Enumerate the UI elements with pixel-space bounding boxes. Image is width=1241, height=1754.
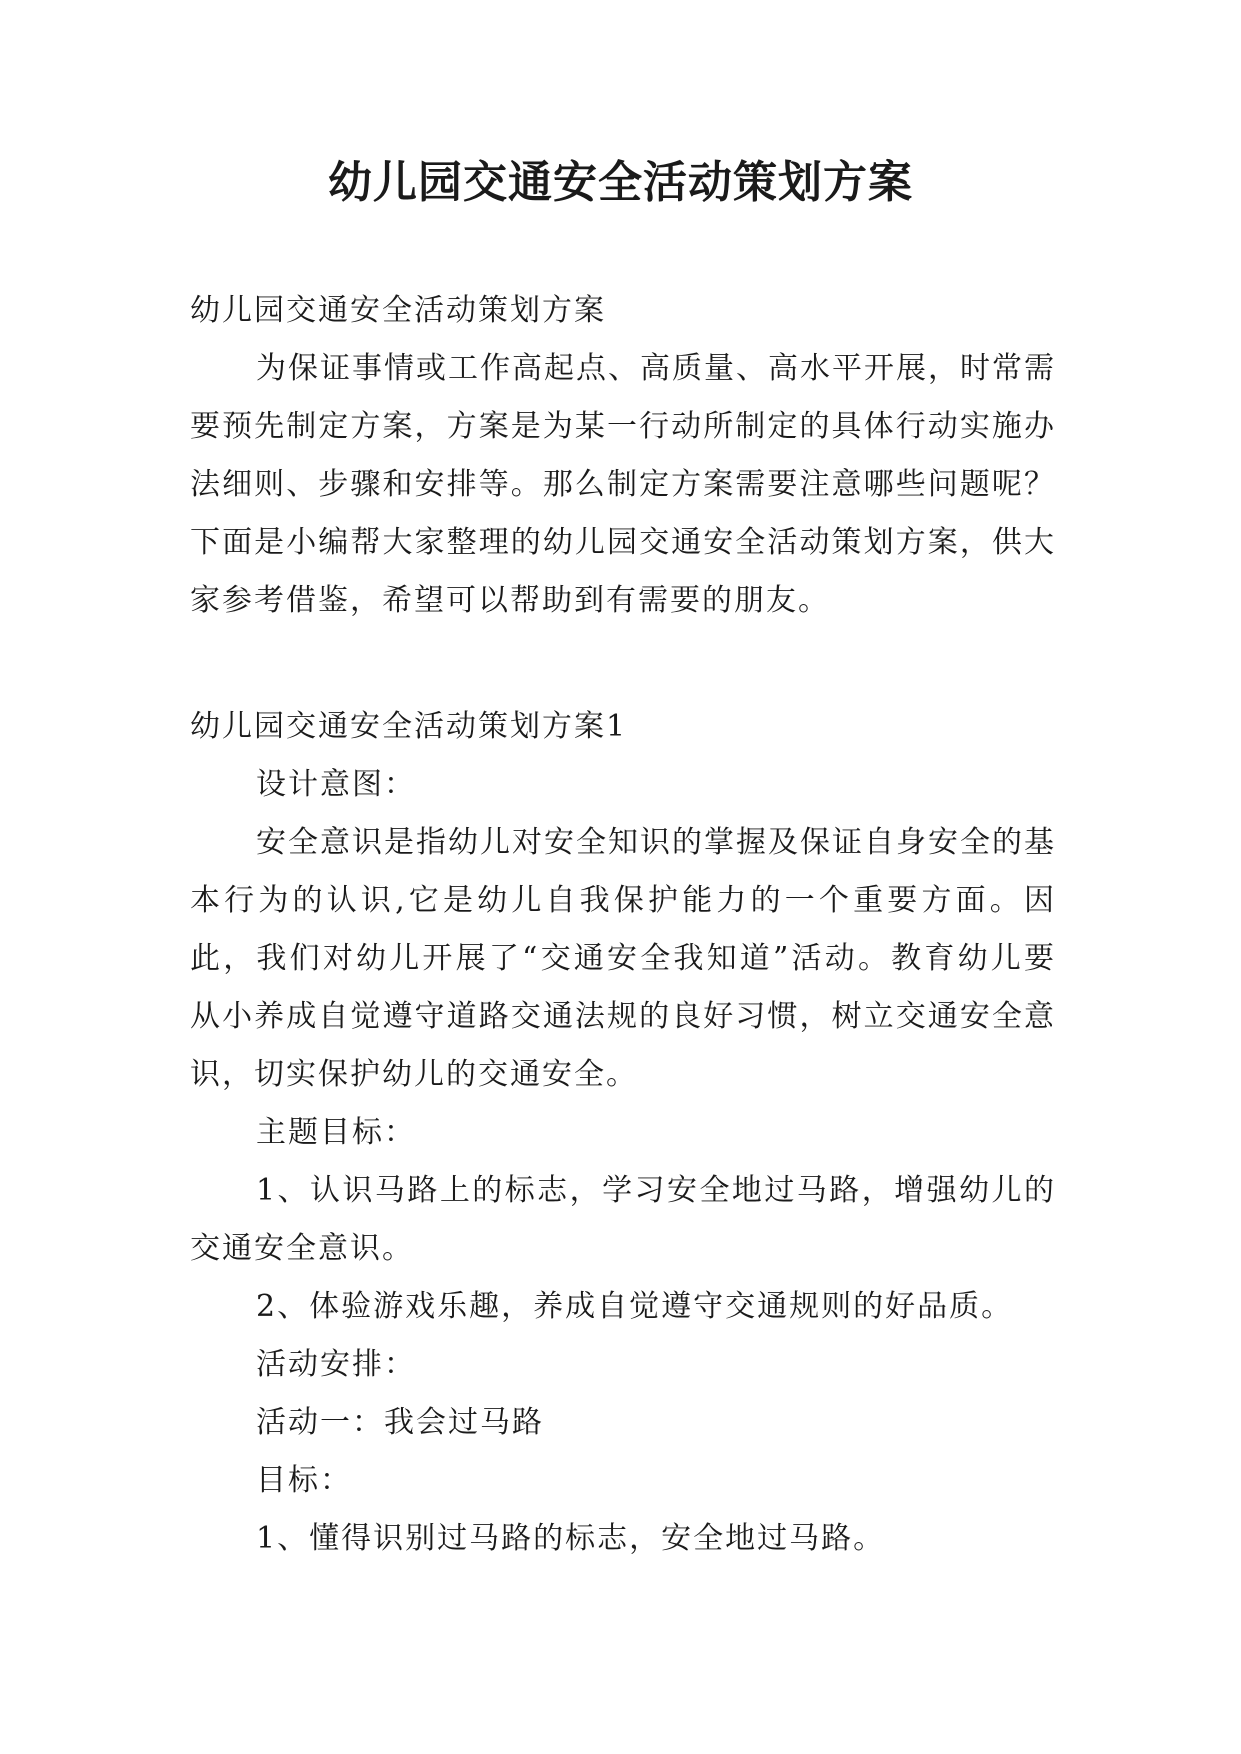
theme-goal-item-1: 1、认识马路上的标志，学习安全地过马路，增强幼儿的交通安全意识。 — [190, 1173, 1056, 1266]
document-title: 幼儿园交通安全活动策划方案 — [328, 157, 913, 208]
intro-heading: 幼儿园交通安全活动策划方案 — [190, 293, 606, 328]
design-intent-label: 设计意图： — [256, 767, 416, 802]
activity-one-label: 活动一：我会过马路 — [256, 1405, 544, 1440]
document-body — [190, 282, 1056, 1568]
goal-label: 目标： — [256, 1463, 352, 1498]
activity-one-goal-item-1: 1、懂得识别过马路的标志，安全地过马路。 — [256, 1521, 886, 1556]
design-intent-paragraph: 安全意识是指幼儿对安全知识的掌握及保证自身安全的基本行为的认识,它是幼儿自我保护能力的一个重要方面。因此，我们对幼儿开展了“交通安全我知道”活动。教育幼儿要从小养成自觉遵守道路交通法规的良好习惯，树立交通安全意识，切实保护幼儿的交通安全。 — [190, 825, 1056, 1092]
theme-goal-item-2: 2、体验游戏乐趣，养成自觉遵守交通规则的好品质。 — [256, 1289, 1014, 1324]
intro-paragraph: 为保证事情或工作高起点、高质量、高水平开展，时常需要预先制定方案，方案是为某一行动所制定的具体行动实施办法细则、步骤和安排等。那么制定方案需要注意哪些问题呢？下面是小编帮大家整理的幼儿园交通安全活动策划方案，供大家参考借鉴，希望可以帮助到有需要的朋友。 — [190, 351, 1056, 618]
section1-heading: 幼儿园交通安全活动策划方案1 — [190, 709, 628, 744]
section-spacer — [190, 630, 1056, 698]
activity-arrangement-label: 活动安排： — [256, 1347, 416, 1382]
theme-goal-label: 主题目标： — [256, 1115, 416, 1150]
